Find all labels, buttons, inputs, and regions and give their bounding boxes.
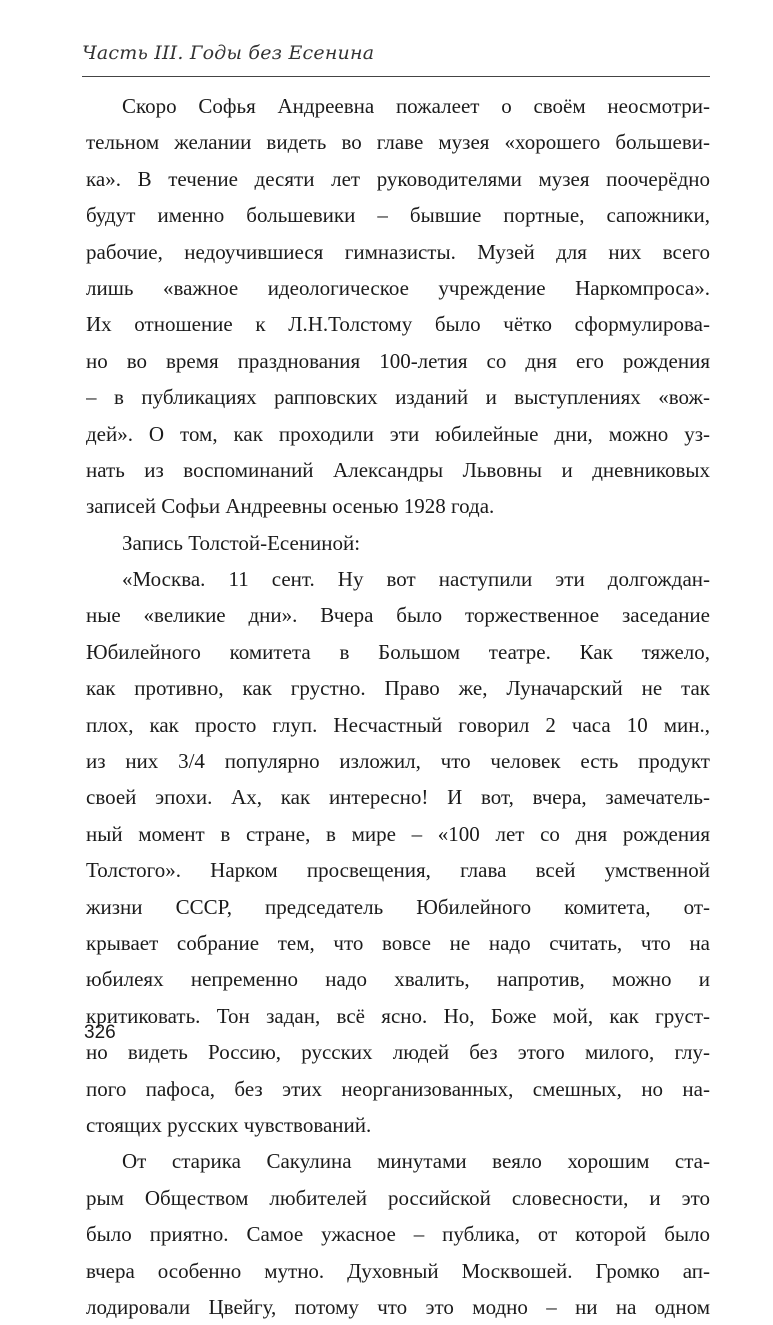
text-line: тельном желании видеть во главе музея «хорошего большеви- <box>86 130 710 155</box>
text-line: – в публикациях рапповских изданий и выступлениях «вож- <box>86 385 710 410</box>
text-line: будут именно большевики – бывшие портные, сапожники, <box>86 203 710 228</box>
running-head: Часть III. Годы без Есенина <box>82 42 375 64</box>
text-line: стоящих русских чувствований. <box>86 1112 372 1137</box>
text-line: рым Обществом любителей российской словесности, и это <box>86 1185 710 1210</box>
text-line: но во время празднования 100-летия со дня его рождения <box>86 348 710 373</box>
page-number: 326 <box>84 1022 116 1043</box>
text-line: но видеть Россию, русских людей без этого милого, глу- <box>86 1040 710 1065</box>
text-line: Скоро Софья Андреевна пожалеет о своём неосмотри- <box>122 94 710 118</box>
text-line: своей эпохи. Ах, как интересно! И вот, вчера, замечатель- <box>86 785 710 810</box>
text-line: От старика Сакулина минутами веяло хорошим ста- <box>122 1149 710 1174</box>
text-line: крывает собрание тем, что вовсе не надо считать, что на <box>86 930 710 955</box>
text-line: лодировали Цвейгу, потому что это модно – ни на одном <box>86 1294 710 1319</box>
text-line: ка». В течение десяти лет руководителями музея поочерёдно <box>86 166 710 191</box>
text-line: записей Софьи Андреевны осенью 1928 года. <box>86 494 495 519</box>
text-line: из них 3/4 популярно изложил, что человек есть продукт <box>86 749 710 774</box>
text-line: пого пафоса, без этих неорганизованных, смешных, но на- <box>86 1076 710 1101</box>
text-line: ные «великие дни». Вчера было торжественное заседание <box>86 603 710 628</box>
text-line: нать из воспоминаний Александры Львовны и дневниковых <box>86 457 710 482</box>
text-line: Их отношение к Л.Н.Толстому было чётко сформулирова- <box>86 312 710 337</box>
text-line: «Москва. 11 сент. Ну вот наступили эти долгождан- <box>122 567 710 592</box>
text-line: жизни СССР, председатель Юбилейного комитета, от- <box>86 894 710 919</box>
text-line: рабочие, недоучившиеся гимназисты. Музей для них всего <box>86 239 710 264</box>
text-line: критиковать. Тон задан, всё ясно. Но, Боже мой, как груст- <box>86 1003 710 1028</box>
text-line: дей». О том, как проходили эти юбилейные дни, можно уз- <box>86 421 710 446</box>
text-line: как противно, как грустно. Право же, Луначарский не так <box>86 676 710 701</box>
text-line: ный момент в стране, в мире – «100 лет со дня рождения <box>86 821 710 846</box>
text-line: юбилеях непременно надо хвалить, напротив, можно и <box>86 967 710 992</box>
text-line: вчера особенно мутно. Духовный Москвошей. Громко ап- <box>86 1258 710 1283</box>
header-rule <box>82 76 710 77</box>
text-line: лишь «важное идеологическое учреждение Наркомпроса». <box>86 275 710 300</box>
text-line: было приятно. Самое ужасное – публика, от которой было <box>86 1222 710 1247</box>
text-line: Толстого». Нарком просвещения, глава всей умственной <box>86 858 710 883</box>
text-line: Запись Толстой-Есениной: <box>122 530 361 555</box>
text-line: плох, как просто глуп. Несчастный говорил 2 часа 10 мин., <box>86 712 710 737</box>
body-text <box>86 88 710 1325</box>
text-line: Юбилейного комитета в Большом театре. Как тяжело, <box>86 639 710 664</box>
